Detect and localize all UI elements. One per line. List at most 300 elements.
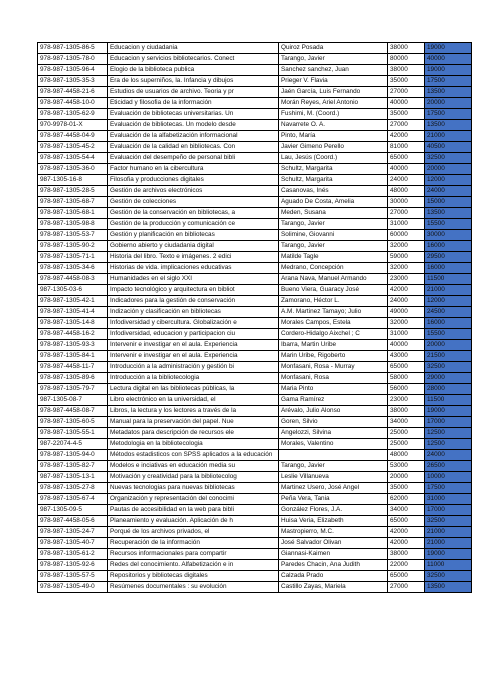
isbn-cell[interactable]: 978-987-1305-78-0 (38, 54, 108, 65)
isbn-cell[interactable]: 978-987-4458-11-7 (38, 362, 108, 373)
table-row (38, 164, 472, 175)
table-row (38, 439, 472, 450)
isbn-cell[interactable]: 987-987-1305-13-1 (38, 472, 108, 483)
price-cell[interactable]: 43000 (388, 351, 425, 362)
isbn-cell[interactable]: 978-987-4458-05-6 (38, 516, 108, 527)
author-cell[interactable]: Giannasi-Kaimen (279, 549, 388, 560)
half-price-cell[interactable]: 12000 (425, 175, 472, 186)
title-cell[interactable]: Lectura digital en las bibliotecas públicas, la (108, 384, 279, 395)
half-price-cell[interactable]: 13500 (425, 120, 472, 131)
book-price-table (37, 42, 472, 593)
title-cell[interactable]: Recursos informacionales para compartir (108, 549, 279, 560)
table-body (38, 43, 472, 593)
isbn-cell[interactable]: 978-987-1305-84-1 (38, 351, 108, 362)
author-cell[interactable]: Morales Campos, Estela (279, 318, 388, 329)
price-cell[interactable]: 38000 (388, 549, 425, 560)
title-cell[interactable]: Introducción a la bibliotecologia (108, 373, 279, 384)
author-cell[interactable]: Prieger V. Flavia (279, 76, 388, 87)
author-cell[interactable]: Meden, Susana (279, 208, 388, 219)
title-cell[interactable]: Libros, la lectura y los lectores a través de la (108, 406, 279, 417)
title-cell[interactable]: Estudios de usuarios de archivo. Teoria y pr (108, 87, 279, 98)
price-cell[interactable]: 22000 (388, 560, 425, 571)
price-cell[interactable]: 42000 (388, 131, 425, 142)
isbn-cell[interactable]: 978-987-1305-89-6 (38, 373, 108, 384)
author-cell[interactable]: Zamorano, Héctor L. (279, 296, 388, 307)
half-price-cell[interactable]: 28000 (425, 384, 472, 395)
author-cell[interactable]: Lau, Jesús (Coord.) (279, 153, 388, 164)
author-cell[interactable]: Matilde Tagle (279, 252, 388, 263)
half-price-cell[interactable]: 17000 (425, 417, 472, 428)
title-cell[interactable]: Infodiversidad y cibercultura. Globalización e (108, 318, 279, 329)
price-cell[interactable]: 31000 (388, 219, 425, 230)
isbn-cell[interactable]: 987-1305-08-7 (38, 395, 108, 406)
half-price-cell[interactable]: 17500 (425, 483, 472, 494)
price-cell[interactable]: 24000 (388, 175, 425, 186)
isbn-cell[interactable]: 978-987-1305-24-7 (38, 527, 108, 538)
table-row (38, 142, 472, 153)
isbn-cell[interactable]: 978-987-1305-34-6 (38, 263, 108, 274)
author-cell[interactable]: Peña Vera, Tania (279, 494, 388, 505)
author-cell[interactable]: Tarango, Javier (279, 241, 388, 252)
author-cell[interactable]: Angelozzi, Silvina (279, 428, 388, 439)
author-cell[interactable]: Paredes Chacin, Ana Judith (279, 560, 388, 571)
author-cell[interactable]: Calzada Prado (279, 571, 388, 582)
half-price-cell[interactable]: 12500 (425, 428, 472, 439)
price-cell[interactable]: 48000 (388, 186, 425, 197)
author-cell[interactable]: Javier Gimeno Perello (279, 142, 388, 153)
table-row (38, 483, 472, 494)
price-cell[interactable]: 65000 (388, 153, 425, 164)
price-cell[interactable]: 27000 (388, 582, 425, 593)
title-cell[interactable]: Gestión de archivos electrónicos (108, 186, 279, 197)
author-cell[interactable]: Gama Ramírez (279, 395, 388, 406)
half-price-cell[interactable]: 24000 (425, 186, 472, 197)
author-cell[interactable]: Arana Nava, Manuel Armando (279, 274, 388, 285)
isbn-cell[interactable]: 978-987-4458-10-0 (38, 98, 108, 109)
price-cell[interactable]: 38000 (388, 406, 425, 417)
title-cell[interactable]: Porqué de los archivos privados, el (108, 527, 279, 538)
table-row (38, 384, 472, 395)
title-cell[interactable]: Métodos estadisticos con SPSS aplicados a la educación (108, 450, 279, 461)
table-row (38, 54, 472, 65)
price-cell[interactable]: 65000 (388, 571, 425, 582)
title-cell[interactable]: Era de los superniños, la. Infancia y dibujos (108, 76, 279, 87)
table-row (38, 307, 472, 318)
table-row (38, 197, 472, 208)
author-cell[interactable] (279, 450, 388, 461)
half-price-cell[interactable]: 21500 (425, 351, 472, 362)
title-cell[interactable]: Evaluación del desempeño de personal bibli (108, 153, 279, 164)
price-cell[interactable]: 40000 (388, 340, 425, 351)
half-price-cell[interactable]: 11000 (425, 560, 472, 571)
price-cell[interactable]: 42000 (388, 285, 425, 296)
table-row (38, 417, 472, 428)
price-cell[interactable]: 58000 (388, 373, 425, 384)
author-cell[interactable]: Goren, Silvio (279, 417, 388, 428)
title-cell[interactable]: Redes del conocimiento. Alfabetización e in (108, 560, 279, 571)
half-price-cell[interactable]: 16000 (425, 263, 472, 274)
price-cell[interactable]: 40000 (388, 164, 425, 175)
title-cell[interactable]: Evaluación de bibliotecas universitarias. Un (108, 109, 279, 120)
title-cell[interactable]: Humanidades en el siglo XXI (108, 274, 279, 285)
half-price-cell[interactable]: 29500 (425, 252, 472, 263)
isbn-cell[interactable]: 978-987-1305-98-8 (38, 219, 108, 230)
half-price-cell[interactable]: 24000 (425, 450, 472, 461)
title-cell[interactable]: Educacion y ciudadania (108, 43, 279, 54)
half-price-cell[interactable]: 32500 (425, 153, 472, 164)
isbn-cell[interactable]: 978-987-1305-67-4 (38, 494, 108, 505)
half-price-cell[interactable]: 16000 (425, 241, 472, 252)
title-cell[interactable]: Impacto tecnológico y arquitectura en bibliot (108, 285, 279, 296)
half-price-cell[interactable]: 11500 (425, 274, 472, 285)
price-cell[interactable]: 32000 (388, 241, 425, 252)
table-row (38, 395, 472, 406)
author-cell[interactable]: Tarango, Javier (279, 54, 388, 65)
title-cell[interactable]: Repositorios y bibliotecas digitales (108, 571, 279, 582)
title-cell[interactable]: Educacion y servicios bibliotecarios. Conect (108, 54, 279, 65)
title-cell[interactable]: Elogio de la biblioteca publica (108, 65, 279, 76)
title-cell[interactable]: Manual para la preservación del papel. Nue (108, 417, 279, 428)
table-row (38, 362, 472, 373)
price-cell[interactable]: 53000 (388, 461, 425, 472)
price-cell[interactable]: 35000 (388, 76, 425, 87)
table-row (38, 274, 472, 285)
price-cell[interactable]: 31000 (388, 329, 425, 340)
half-price-cell[interactable]: 11500 (425, 395, 472, 406)
title-cell[interactable]: Historias de vida. implicaciones educativas (108, 263, 279, 274)
price-cell[interactable]: 25000 (388, 439, 425, 450)
isbn-cell[interactable]: 987-1305-16-8 (38, 175, 108, 186)
table-row (38, 263, 472, 274)
table-row (38, 571, 472, 582)
table-row (38, 351, 472, 362)
price-cell[interactable]: 65000 (388, 516, 425, 527)
isbn-cell[interactable]: 978-987-4458-04-9 (38, 131, 108, 142)
half-price-cell[interactable]: 21000 (425, 527, 472, 538)
title-cell[interactable]: Gestión de la producción y comunicación ce (108, 219, 279, 230)
price-cell[interactable]: 30000 (388, 197, 425, 208)
price-cell[interactable]: 34000 (388, 417, 425, 428)
title-cell[interactable]: Evaluación de la alfabetización informacional (108, 131, 279, 142)
half-price-cell[interactable]: 32500 (425, 571, 472, 582)
table-row (38, 538, 472, 549)
half-price-cell[interactable]: 13500 (425, 582, 472, 593)
title-cell[interactable]: Motivación y creatividad para la bibliotecolog (108, 472, 279, 483)
table-row (38, 109, 472, 120)
table-row (38, 549, 472, 560)
price-cell[interactable]: 80000 (388, 54, 425, 65)
title-cell[interactable]: Recuperación de la información (108, 538, 279, 549)
half-price-cell[interactable]: 20000 (425, 98, 472, 109)
half-price-cell[interactable]: 17500 (425, 76, 472, 87)
author-cell[interactable]: Marin Uribe, Rigoberto (279, 351, 388, 362)
table-row (38, 219, 472, 230)
table-row (38, 428, 472, 439)
half-price-cell[interactable]: 13500 (425, 208, 472, 219)
isbn-cell[interactable]: 978-987-1305-94-0 (38, 450, 108, 461)
price-cell[interactable]: 42000 (388, 527, 425, 538)
title-cell[interactable]: Indicadores para la gestión de conservación (108, 296, 279, 307)
half-price-cell[interactable]: 19000 (425, 549, 472, 560)
price-cell[interactable]: 23000 (388, 395, 425, 406)
price-cell[interactable]: 65000 (388, 362, 425, 373)
author-cell[interactable]: Tarango, Javier (279, 461, 388, 472)
half-price-cell[interactable]: 15000 (425, 197, 472, 208)
price-cell[interactable]: 27000 (388, 120, 425, 131)
isbn-cell[interactable]: 978-987-1305-27-8 (38, 483, 108, 494)
isbn-cell[interactable]: 978-987-1305-96-4 (38, 65, 108, 76)
isbn-cell[interactable]: 978-987-1305-79-7 (38, 384, 108, 395)
half-price-cell[interactable]: 32500 (425, 362, 472, 373)
isbn-cell[interactable]: 978-987-1305-28-5 (38, 186, 108, 197)
title-cell[interactable]: Resúmenes documentales : su evolución (108, 582, 279, 593)
table-row (38, 43, 472, 54)
isbn-cell[interactable]: 970-9978-01-X (38, 120, 108, 131)
price-cell[interactable]: 23000 (388, 274, 425, 285)
author-cell[interactable]: Martinez Usero, José Angel (279, 483, 388, 494)
table-row (38, 472, 472, 483)
table-row (38, 285, 472, 296)
title-cell[interactable]: Eticidad y filosofia de la información (108, 98, 279, 109)
half-price-cell[interactable]: 29000 (425, 373, 472, 384)
table-row (38, 87, 472, 98)
isbn-cell[interactable]: 987-1305-03-6 (38, 285, 108, 296)
table-row (38, 120, 472, 131)
author-cell[interactable]: Jaén García, Luis Fernando (279, 87, 388, 98)
title-cell[interactable]: Indización y clasificación en bibliotecas (108, 307, 279, 318)
author-cell[interactable]: Tarango, Javier (279, 219, 388, 230)
half-price-cell[interactable]: 12000 (425, 296, 472, 307)
author-cell[interactable]: Morán Reyes, Ariel Antonio (279, 98, 388, 109)
table-row (38, 98, 472, 109)
author-cell[interactable]: Leslie Villanueva (279, 472, 388, 483)
table-row (38, 450, 472, 461)
half-price-cell[interactable]: 32500 (425, 516, 472, 527)
half-price-cell[interactable]: 30000 (425, 230, 472, 241)
title-cell[interactable]: Planeamiento y evaluación. Aplicación de h (108, 516, 279, 527)
title-cell[interactable]: Nuevas tecnologias para nuevas bibliotecas (108, 483, 279, 494)
price-cell[interactable]: 38000 (388, 43, 425, 54)
price-cell[interactable]: 62000 (388, 494, 425, 505)
isbn-cell[interactable]: 978-987-1305-86-5 (38, 43, 108, 54)
title-cell[interactable]: Evaluación de la calidad en bibliotecas. Con (108, 142, 279, 153)
half-price-cell[interactable]: 31000 (425, 494, 472, 505)
table-row (38, 461, 472, 472)
isbn-cell[interactable]: 978-987-1305-68-1 (38, 208, 108, 219)
author-cell[interactable]: Mastropierro, M.C. (279, 527, 388, 538)
half-price-cell[interactable]: 40500 (425, 142, 472, 153)
half-price-cell[interactable]: 20000 (425, 164, 472, 175)
half-price-cell[interactable]: 12500 (425, 439, 472, 450)
table-row (38, 230, 472, 241)
isbn-cell[interactable]: 978-987-1305-90-2 (38, 241, 108, 252)
table-row (38, 318, 472, 329)
half-price-cell[interactable]: 26500 (425, 461, 472, 472)
half-price-cell[interactable]: 20000 (425, 340, 472, 351)
price-cell[interactable]: 20000 (388, 472, 425, 483)
isbn-cell[interactable]: 978-987-4458-08-7 (38, 406, 108, 417)
half-price-cell[interactable]: 17500 (425, 109, 472, 120)
isbn-cell[interactable]: 978-987-1305-35-3 (38, 76, 108, 87)
author-cell[interactable]: Schultz, Margarita (279, 164, 388, 175)
half-price-cell[interactable]: 15500 (425, 219, 472, 230)
price-cell[interactable]: 25000 (388, 428, 425, 439)
isbn-cell[interactable]: 978-987-1305-82-7 (38, 461, 108, 472)
table-row (38, 252, 472, 263)
price-cell[interactable]: 49000 (388, 307, 425, 318)
author-cell[interactable]: Castillo Zayas, Mariela (279, 582, 388, 593)
price-cell[interactable]: 27000 (388, 208, 425, 219)
title-cell[interactable]: Introducción a la administración y gestión bi (108, 362, 279, 373)
title-cell[interactable]: Infodiversidad, educacion y participacion ciu (108, 329, 279, 340)
half-price-cell[interactable]: 13500 (425, 87, 472, 98)
title-cell[interactable]: Intervenir e investigar en el aula. Experiencia (108, 340, 279, 351)
title-cell[interactable]: Gobierno abierto y ciudadania digital (108, 241, 279, 252)
author-cell[interactable]: González Flores, J.A. (279, 505, 388, 516)
isbn-cell[interactable]: 978-987-4458-21-6 (38, 87, 108, 98)
price-cell[interactable]: 24000 (388, 296, 425, 307)
isbn-cell[interactable]: 978-987-1305-45-2 (38, 142, 108, 153)
table-row (38, 241, 472, 252)
table-row (38, 175, 472, 186)
half-price-cell[interactable]: 19000 (425, 43, 472, 54)
author-cell[interactable]: José Salvador Olivan (279, 538, 388, 549)
author-cell[interactable]: Monfasani, Rosa (279, 373, 388, 384)
table-row (38, 582, 472, 593)
isbn-cell[interactable]: 978-987-1305-53-7 (38, 230, 108, 241)
isbn-cell[interactable]: 978-987-1305-14-8 (38, 318, 108, 329)
price-cell[interactable]: 35000 (388, 109, 425, 120)
half-price-cell[interactable]: 21000 (425, 131, 472, 142)
title-cell[interactable]: Factor humano en la cibercultura (108, 164, 279, 175)
half-price-cell[interactable]: 17000 (425, 505, 472, 516)
half-price-cell[interactable]: 15500 (425, 329, 472, 340)
isbn-cell[interactable]: 987-1305-09-5 (38, 505, 108, 516)
isbn-cell[interactable]: 978-987-1305-41-4 (38, 307, 108, 318)
isbn-cell[interactable]: 987-22074-4-5 (38, 439, 108, 450)
title-cell[interactable]: Historia del libro. Texto e imágenes. 2 edici (108, 252, 279, 263)
table-row (38, 516, 472, 527)
author-cell[interactable]: Arévalo, Julio Alonso (279, 406, 388, 417)
price-cell[interactable]: 81000 (388, 142, 425, 153)
author-cell[interactable]: Monfasani, Rosa - Murray (279, 362, 388, 373)
table-row (38, 296, 472, 307)
table-row (38, 494, 472, 505)
table-row (38, 186, 472, 197)
author-cell[interactable]: Pinto, María (279, 131, 388, 142)
title-cell[interactable]: Filosofia y producciones digitales (108, 175, 279, 186)
isbn-cell[interactable]: 978-987-1305-62-9 (38, 109, 108, 120)
isbn-cell[interactable]: 978-987-1305-93-3 (38, 340, 108, 351)
price-cell[interactable]: 32000 (388, 263, 425, 274)
isbn-cell[interactable]: 978-987-1305-61-2 (38, 549, 108, 560)
title-cell[interactable]: Evaluación de bibliotecas. Un modelo desde (108, 120, 279, 131)
author-cell[interactable]: Huisa Veria, Elizabeth (279, 516, 388, 527)
author-cell[interactable]: Bueno Viera, Guaracy José (279, 285, 388, 296)
author-cell[interactable]: Quiroz Posada (279, 43, 388, 54)
title-cell[interactable]: Gestión de la conservación en bibliotecas, a (108, 208, 279, 219)
author-cell[interactable]: Solimine, Giovanni (279, 230, 388, 241)
price-cell[interactable]: 56000 (388, 384, 425, 395)
title-cell[interactable]: Intervenir e investigar en el aula. Experiencia (108, 351, 279, 362)
price-cell[interactable]: 40000 (388, 98, 425, 109)
title-cell[interactable]: Organización y representación del conocimi (108, 494, 279, 505)
half-price-cell[interactable]: 19000 (425, 65, 472, 76)
isbn-cell[interactable]: 978-987-1305-36-0 (38, 164, 108, 175)
author-cell[interactable]: Maria Pinto (279, 384, 388, 395)
half-price-cell[interactable]: 40000 (425, 54, 472, 65)
author-cell[interactable]: Fushimi, M. (Coord.) (279, 109, 388, 120)
price-cell[interactable]: 27000 (388, 87, 425, 98)
isbn-cell[interactable]: 978-987-4458-16-2 (38, 329, 108, 340)
table-row (38, 340, 472, 351)
half-price-cell[interactable]: 19000 (425, 406, 472, 417)
half-price-cell[interactable]: 10000 (425, 472, 472, 483)
author-cell[interactable]: Ibarra, Martin Uribe (279, 340, 388, 351)
price-cell[interactable]: 38000 (388, 65, 425, 76)
price-cell[interactable]: 48000 (388, 450, 425, 461)
author-cell[interactable]: Schultz, Margarita (279, 175, 388, 186)
half-price-cell[interactable]: 24500 (425, 307, 472, 318)
isbn-cell[interactable]: 978-987-4458-08-3 (38, 274, 108, 285)
author-cell[interactable]: Medrano, Concepción (279, 263, 388, 274)
table-row (38, 560, 472, 571)
table-row (38, 208, 472, 219)
isbn-cell[interactable]: 978-987-1305-49-0 (38, 582, 108, 593)
half-price-cell[interactable]: 21000 (425, 285, 472, 296)
title-cell[interactable]: Modelos e inciativas en educación media su (108, 461, 279, 472)
isbn-cell[interactable]: 978-987-1305-40-7 (38, 538, 108, 549)
table-row (38, 505, 472, 516)
half-price-cell[interactable]: 16000 (425, 318, 472, 329)
title-cell[interactable]: Gestión de colecciones (108, 197, 279, 208)
table-row (38, 65, 472, 76)
isbn-cell[interactable]: 978-987-1305-57-5 (38, 571, 108, 582)
author-cell[interactable]: Morales, Valentino (279, 439, 388, 450)
isbn-cell[interactable]: 978-987-1305-92-6 (38, 560, 108, 571)
title-cell[interactable]: Libro electrónico en la universidad, el (108, 395, 279, 406)
author-cell[interactable]: Casanovas, Inés (279, 186, 388, 197)
price-cell[interactable]: 59000 (388, 252, 425, 263)
title-cell[interactable]: Metodologia en la bibliotecologia (108, 439, 279, 450)
author-cell[interactable]: Cordero-Hidalgo Aixchel ; C (279, 329, 388, 340)
isbn-cell[interactable]: 978-987-1305-55-1 (38, 428, 108, 439)
author-cell[interactable]: Navarrete O. A. (279, 120, 388, 131)
price-cell[interactable]: 32000 (388, 318, 425, 329)
table-row (38, 373, 472, 384)
author-cell[interactable]: Aguado De Costa, Amelia (279, 197, 388, 208)
title-cell[interactable]: Gestión y planificación en bibliotecas (108, 230, 279, 241)
isbn-cell[interactable]: 978-987-1305-68-7 (38, 197, 108, 208)
isbn-cell[interactable]: 978-987-1305-71-1 (38, 252, 108, 263)
isbn-cell[interactable]: 978-987-1305-60-5 (38, 417, 108, 428)
author-cell[interactable]: Sanchez sanchez, Juan (279, 65, 388, 76)
isbn-cell[interactable]: 978-987-1305-42-1 (38, 296, 108, 307)
isbn-cell[interactable]: 978-987-1305-54-4 (38, 153, 108, 164)
table-row (38, 527, 472, 538)
price-cell[interactable]: 35000 (388, 483, 425, 494)
title-cell[interactable]: Pautas de accesibilidad en la web para bibli (108, 505, 279, 516)
price-cell[interactable]: 42000 (388, 538, 425, 549)
price-cell[interactable]: 60000 (388, 230, 425, 241)
table-row (38, 153, 472, 164)
half-price-cell[interactable]: 21000 (425, 538, 472, 549)
price-cell[interactable]: 34000 (388, 505, 425, 516)
table-row (38, 329, 472, 340)
author-cell[interactable]: A.M. Martinez Tamayo; Julio (279, 307, 388, 318)
title-cell[interactable]: Metadatos para descripción de recursos ele (108, 428, 279, 439)
table-row (38, 131, 472, 142)
